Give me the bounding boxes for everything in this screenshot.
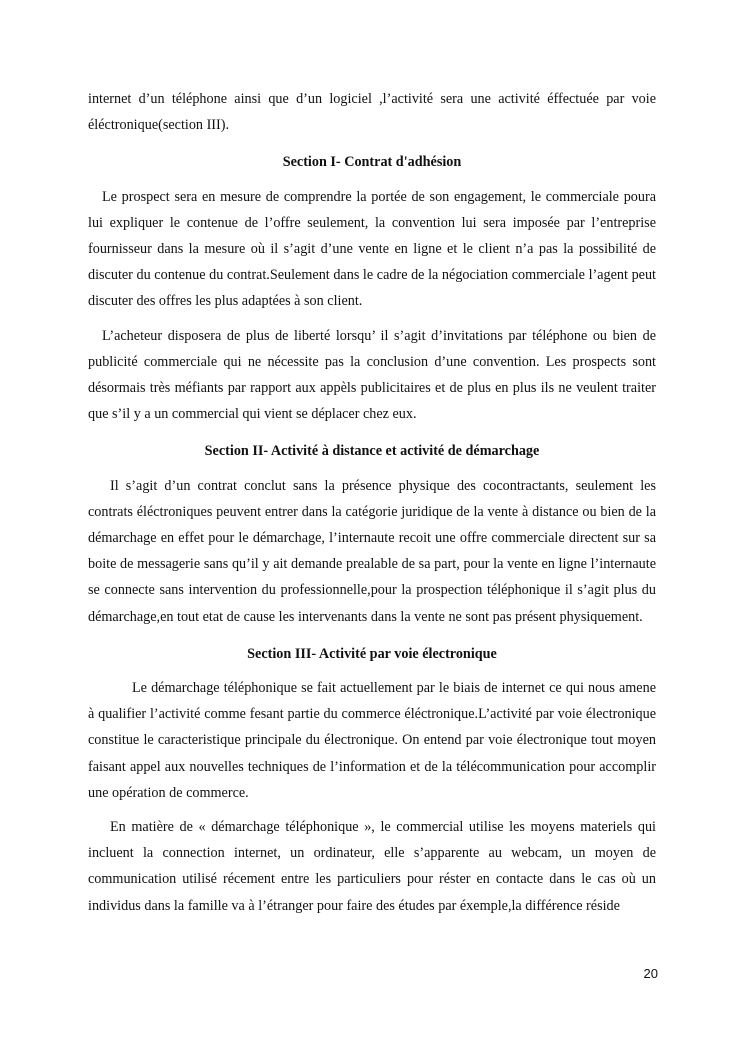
page-content — [88, 86, 656, 919]
section-2-paragraph-1: Il s’agit d’un contrat conclut sans la présence physique des cocontractants, seulement les contrats éléctroniques peuvent entrer dans la catégorie juridique de la vente à distance ou bien de la démarchage en effet pour le démarchage, l’internaute recoit une offre commerciale directent sur sa boite de messagerie sans qu’il y ait demande prealable de sa part, pour la vente en ligne l’internaute se connecte sans intervention du professionnelle,pour la prospection téléphonique il s’agit plus du démarchage,en tout etat de cause les intervenants dans la vente ne sont pas présent physiquement. — [88, 477, 656, 625]
section-1-paragraph-1: Le prospect sera en mesure de comprendre la portée de son engagement, le commerciale poura lui expliquer le contenue de l’offre seulement, la convention lui sera imposée par l’entreprise fournisseur dans la mesure où il s’agit d’une vente en ligne et le client n’a pas la possibilité de discuter du contenue du contrat.Seulement dans le cadre de la négociation commerciale l’agent peut discuter des offres les plus adaptées à son client. — [88, 188, 656, 310]
section-3-paragraph-1: Le démarchage téléphonique se fait actuellement par le biais de internet ce qui nous amene à qualifier l’activité comme fesant partie du commerce éléctronique.L’activité par voie électronique constitue le caracteristique principale du électronique. On entend par voie électronique tout moyen faisant appel aux nouvelles techniques de l’information et de la télécommunication pour accomplir une opération de commerce. — [88, 680, 656, 801]
page-number: 20 — [643, 966, 658, 981]
section-3-heading: Section III- Activité par voie électronique — [247, 645, 497, 662]
section-1-paragraph-2: L’acheteur disposera de plus de liberté lorsqu’ il s’agit d’invitations par téléphone ou bien de publicité commerciale qui ne nécessite pas la conclusion d’une convention. Les prospects sont désormais très méfiants par rapport aux appèls publicitaires et de plus en plus ils ne veulent traiter que s’il y a un commercial qui vient se déplacer chez eux. — [88, 327, 656, 423]
intro-paragraph: internet d’un téléphone ainsi que d’un logiciel ,l’activité sera une activité éffectuée par voie éléctronique(section III). — [88, 91, 656, 134]
section-2-heading: Section II- Activité à distance et activité de démarchage — [204, 443, 540, 460]
section-1-heading: Section I- Contrat d'adhésion — [282, 154, 462, 171]
section-3-paragraph-2: En matière de « démarchage téléphonique », le commercial utilise les moyens materiels qui incluent la connection internet, un ordinateur, elle s’apparente au webcam, un moyen de communication utilisé récement entre les particuliers pour réster en contacte dans le cas où un individus dans la famille va à l’étranger pour faire des études par éxemple,la différence réside — [88, 819, 656, 914]
